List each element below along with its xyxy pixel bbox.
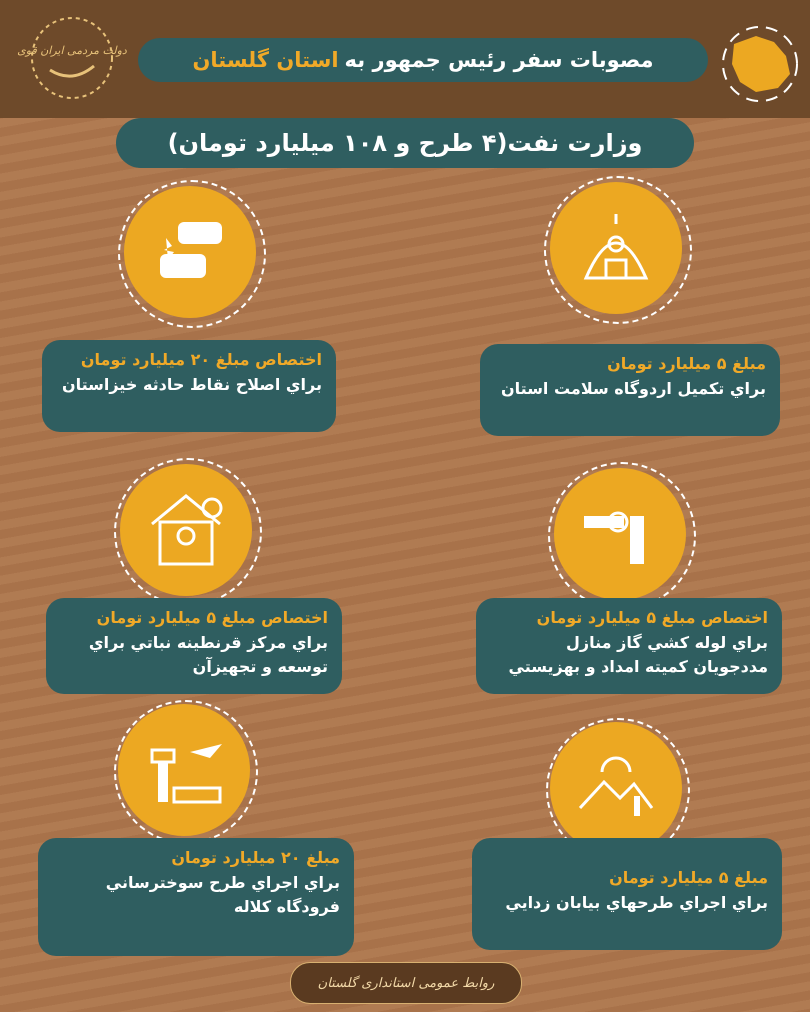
card-amount: مبلغ ۲۰ میلیارد تومان	[171, 848, 340, 867]
card-4	[46, 598, 342, 694]
hospital-tent-icon	[550, 182, 682, 314]
card-desc: براي اجراي طرح سوخترساني فرودگاه كلاله	[105, 873, 340, 916]
card-desc: براي اجراي طرحهاي بيابان زدايي	[505, 893, 768, 912]
card-desc: براي لوله كشي گاز منازل مددجويان كميته امداد و بهزيستي	[508, 633, 768, 676]
card-1	[480, 344, 780, 436]
card-amount: مبلغ ۵ میلیارد تومان	[607, 354, 766, 373]
card-desc: براي مركز قرنطينه نباتي براي توسعه و تجهيزآن	[88, 633, 328, 676]
gas-pipe-icon	[554, 468, 686, 600]
title-highlight: استان گلستان	[192, 48, 339, 72]
title-main: مصوبات سفر رئیس جمهور به	[344, 48, 654, 72]
card-3	[476, 598, 782, 694]
card-amount: اختصاص مبلغ ۵ میلیارد تومان	[96, 608, 328, 627]
car-crash-icon	[124, 186, 256, 318]
card-amount: اختصاص مبلغ ۵ میلیارد تومان	[536, 608, 768, 627]
subtitle: وزارت نفت(۴ طرح و ۱۰۸ میلیارد تومان)	[116, 118, 694, 168]
house-person-icon	[120, 464, 252, 596]
airport-icon	[118, 704, 250, 836]
card-6	[38, 838, 354, 956]
iran-map-icon	[716, 22, 802, 104]
card-desc: براي اصلاح نقاط حادثه خيزاستان	[61, 375, 322, 394]
logo-calligraphy-icon	[17, 14, 127, 102]
desert-icon	[550, 722, 682, 854]
card-2	[42, 340, 336, 432]
page-title	[138, 38, 708, 82]
card-amount: اختصاص مبلغ ۲۰ میلیارد تومان	[80, 350, 322, 369]
card-amount: مبلغ ۵ میلیارد تومان	[609, 868, 768, 887]
footer-credit: روابط عمومی استانداری گلستان	[290, 962, 522, 1004]
card-5	[472, 838, 782, 950]
card-desc: براي تكميل اردوگاه سلامت استان	[501, 379, 766, 398]
logo-text: دولت مردمی ایران قوی	[17, 44, 127, 57]
